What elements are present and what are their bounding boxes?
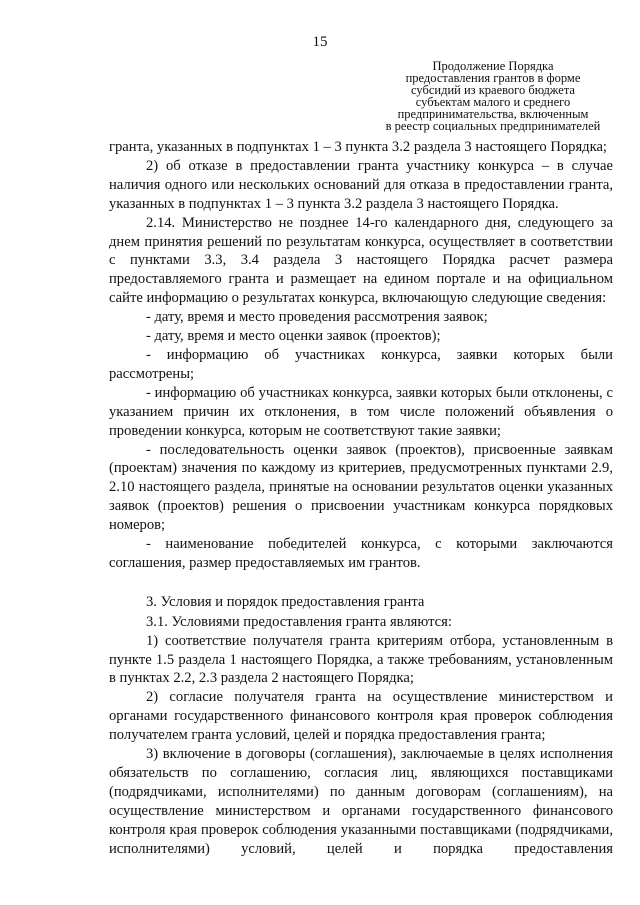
paragraph: гранта, указанных в подпунктах 1 – 3 пункта 3.2 раздела 3 настоящего Порядка;: [109, 139, 607, 155]
header-line: в реестр социальных предпринимателей: [385, 119, 601, 133]
list-item: - наименование победителей конкурса, с которыми заключаются соглашения, размер предоставляемых им грантов.: [109, 536, 613, 571]
section-title: 3. Условия и порядок предоставления гранта: [146, 593, 425, 610]
list-item: 3) включение в договоры (соглашения), заключаемые в целях исполнения обязательств по соглашению, согласия лиц, являющихся поставщиками (подрядчиками, исполнителями) по данным договорам (соглашениям), на осуществление министерством и органами государственного финансового контроля края проверок соблюдения указанными поставщиками (подрядчиками, исполнителями) условий, целей и порядка предоставления: [109, 746, 613, 857]
paragraph: 2.14. Министерство не позднее 14-го календарного дня, следующего за днем принятия решений по результатам конкурса, осуществляет в соответствии с пунктами 3.3, 3.4 раздела 3 настоящего Порядка расчет размера предоставляемого гранта и размещает на едином портале и на официальном сайте информацию о результатах конкурса, включающую следующие сведения:: [109, 214, 613, 307]
header-line: Продолжение Порядка: [432, 59, 554, 73]
list-item: - дату, время и место проведения рассмотрения заявок;: [146, 309, 488, 326]
header-line: предпринимательства, включенным: [397, 107, 589, 121]
list-item: 1) соответствие получателя гранта критериям отбора, установленным в пункте 1.5 раздела 1 настоящего Порядка, а также требованиям, установленным в пунктах 2.2, 2.3 раздела 2 настоящего Порядка;: [109, 632, 613, 687]
header-line: субсидий из краевого бюджета: [411, 83, 575, 97]
paragraph: 3.1. Условиями предоставления гранта являются:: [146, 613, 452, 630]
list-item: - последовательность оценки заявок (проектов), присвоенные заявкам (проектам) значения по каждому из критериев, предусмотренных пунктами 2.9, 2.10 настоящего раздела, принятые на основании результатов оценки указанных заявок (проектов) решения о присвоении участникам конкурса порядковых номеров;: [109, 441, 613, 534]
page-number: 15: [312, 34, 328, 50]
list-item: - дату, время и место оценки заявок (проектов);: [146, 328, 441, 345]
list-item: - информацию об участниках конкурса, заявки которых были рассмотрены;: [109, 346, 613, 382]
document-header: [373, 60, 613, 132]
list-item: 2) согласие получателя гранта на осуществление министерством и органами государственного финансового контроля края проверок соблюдения получателем гранта условий, целей и порядка предоставления гранта;: [109, 689, 613, 744]
list-item: - информацию об участниках конкурса, заявки которых были отклонены, с указанием причин их отклонения, в том числе положений объявления о проведении конкурса, которым не соответствуют такие заявки;: [109, 384, 613, 439]
document-body: [109, 138, 613, 859]
header-line: предоставления грантов в форме: [405, 71, 581, 85]
header-line: субъектам малого и среднего: [415, 95, 571, 109]
paragraph: 2) об отказе в предоставлении гранта участнику конкурса – в случае наличия одного или нескольких оснований для отказа в предоставлении гранта, указанных в подпунктах 1 – 3 пункта 3.2 раздела 3 настоящего Порядка.: [109, 157, 613, 212]
